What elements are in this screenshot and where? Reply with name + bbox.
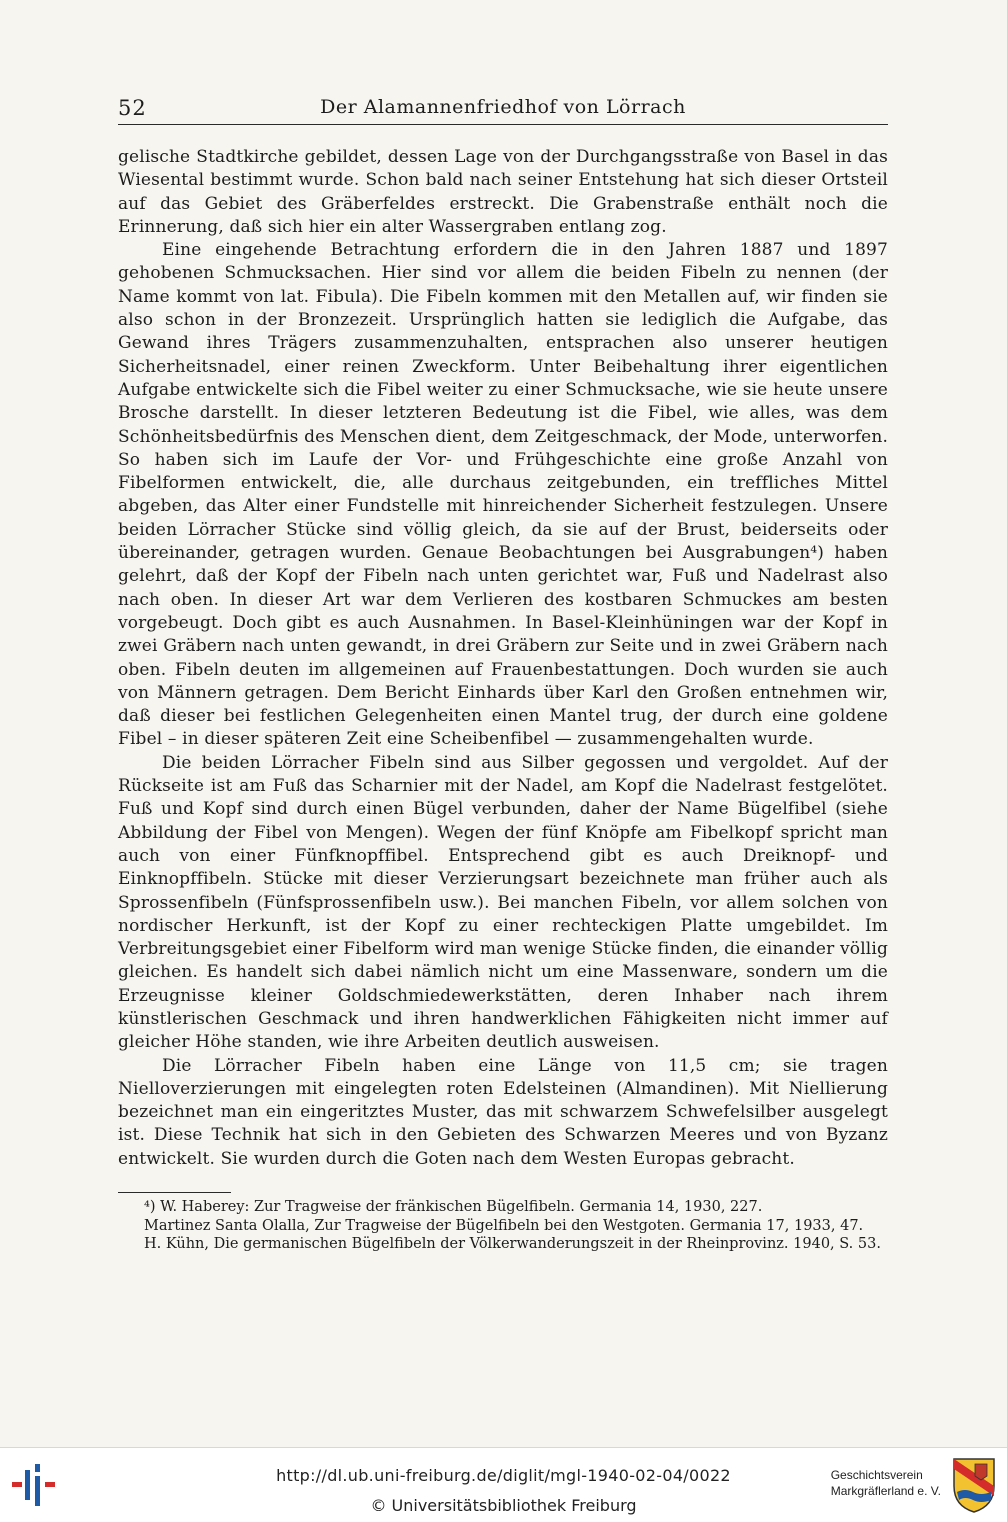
- viewer-footer: [0, 1447, 1007, 1522]
- society-line: Geschichtsverein: [830, 1468, 923, 1482]
- footnote: ⁴) W. Haberey: Zur Tragweise der fränkischen Bügelfibeln. Germania 14, 1930, 227.: [144, 1199, 763, 1215]
- coat-of-arms-icon[interactable]: [951, 1456, 997, 1514]
- footnote-rule: [118, 1192, 231, 1193]
- society-line: Markgräflerland e. V.: [830, 1484, 941, 1498]
- paragraph: gelische Stadtkirche gebildet, dessen Lage von der Durchgangsstraße von Basel in das Wiesental bestimmt wurde. Schon bald nach seiner Entstehung hat sich dieser Ortsteil auf das Gebiet des Gräberfeldes erstreckt. Die Grabenstraße enthält noch die Erinnerung, daß sich hier ein alter Wassergraben entlang zog.: [118, 147, 888, 237]
- document-url-link[interactable]: http://dl.ub.uni-freiburg.de/diglit/mgl-1940-02-04/0022: [276, 1466, 731, 1485]
- running-title: Der Alamannenfriedhof von Lörrach: [320, 96, 686, 118]
- copyright-text: © Universitätsbibliothek Freiburg: [370, 1496, 637, 1515]
- society-name[interactable]: [831, 1467, 941, 1499]
- paragraph: Die Lörracher Fibeln haben eine Länge von 11,5 cm; sie tragen Nielloverzierungen mit eingelegten roten Edelsteinen (Almandinen). Mit Niellierung bezeichnet man ein eingeritztes Muster, das mit schwarzem Schwefelsilber ausgelegt ist. Diese Technik hat sich in den Gebieten des Schwarzen Meeres und von Byzanz entwickelt. Sie wurden durch die Goten nach dem Westen Europas gebracht.: [118, 1055, 888, 1169]
- paragraph: Die beiden Lörracher Fibeln sind aus Silber gegossen und vergoldet. Auf der Rückseite ist am Fuß das Scharnier mit der Nadel, am Kopf die Nadelrast festgelötet. Fuß und Kopf sind durch einen Bügel verbunden, daher der Name Bügelfibel (siehe Abbildung der Fibel von Mengen). Wegen der fünf Knöpfe am Fibelkopf spricht man auch von einer Fünfknopffibel. Entsprechend gibt es auch Dreiknopf- und Einknopffibeln. Stücke mit dieser Verzierungsart bezeichnete man früher auch als Sprossenfibeln (Fünfsprossenfibeln usw.). Bei manchen Fibeln, vor allem solchen von nordischer Herkunft, ist der Kopf zu einer rechteckigen Platte umgebildet. Im Verbreitungsgebiet einer Fibelform wird man wenige Stücke finden, die einander völlig gleichen. Es handelt sich dabei nämlich nicht um eine Massenware, sondern um die Erzeugnisse kleiner Goldschmiedewerkstätten, deren Inhaber nach ihrem künstlerischen Geschmack und ihren handwerklichen Fähigkeiten nicht immer auf gleicher Höhe standen, wie ihre Arbeiten deutlich ausweisen.: [118, 752, 888, 1053]
- header-rule: [118, 124, 888, 125]
- page-number: 52: [118, 96, 147, 120]
- body-text: [118, 146, 888, 1171]
- footnote: Martinez Santa Olalla, Zur Tragweise der Bügelfibeln bei den Westgoten. Germania 17, 1933, 47.: [144, 1217, 864, 1234]
- page-header: [118, 96, 888, 124]
- footnote: H. Kühn, Die germanischen Bügelfibeln der Völkerwanderungszeit in der Rheinprovinz. 1940, S. 53.: [144, 1236, 881, 1252]
- paragraph: Eine eingehende Betrachtung erfordern die in den Jahren 1887 und 1897 gehobenen Schmucksachen. Hier sind vor allem die beiden Fibeln zu nennen (der Name kommt von lat. Fibula). Die Fibeln kommen mit den Metallen auf, wir finden sie also schon in der Bronzezeit. Ursprünglich hatten sie lediglich die Aufgabe, das Gewand ihres Trägers zusammenzuhalten, entsprachen also unserer heutigen Sicherheitsnadel, einer reinen Zweckform. Unter Beibehaltung ihrer eigentlichen Aufgabe entwickelte sich die Fibel weiter zu einer Schmucksache, wie sie heute unsere Brosche darstellt. In dieser letzteren Bedeutung ist die Fibel, wie alles, was dem Schönheitsbedürfnis des Menschen dient, dem Zeitgeschmack, der Mode, unterworfen. So haben sich im Laufe der Vor- und Frühgeschichte eine große Anzahl von Fibelformen entwickelt, die, alle durchaus zeitgebunden, ein treffliches Mittel abgeben, das Alter einer Fundstelle mit hinreichender Sicherheit festzulegen. Unsere beiden Lörracher Stücke sind völlig gleich, da sie auf der Brust, beiderseits oder übereinander, getragen wurden. Genaue Beobachtungen bei Ausgrabungen⁴) haben gelehrt, daß der Kopf der Fibeln nach unten gerichtet war, Fuß und Nadelrast also nach oben. In dieser Art war dem Verlieren des kostbaren Schmuckes am besten vorgebeugt. Doch gibt es auch Ausnahmen. In Basel-Kleinhüningen war der Kopf in zwei Gräbern nach unten gewandt, in drei Gräbern zur Seite und in zwei Gräbern nach oben. Fibeln deuten im allgemeinen auf Frauenbestattungen. Doch wurden sie auch von Männern getragen. Dem Bericht Einhards über Karl den Großen entnehmen wir, daß dieser bei festlichen Gelegenheiten einen Mantel trug, der durch eine goldene Fibel – in dieser späteren Zeit eine Scheibenfibel — zusammengehalten wurde.: [118, 240, 888, 750]
- footnotes: [118, 1198, 888, 1254]
